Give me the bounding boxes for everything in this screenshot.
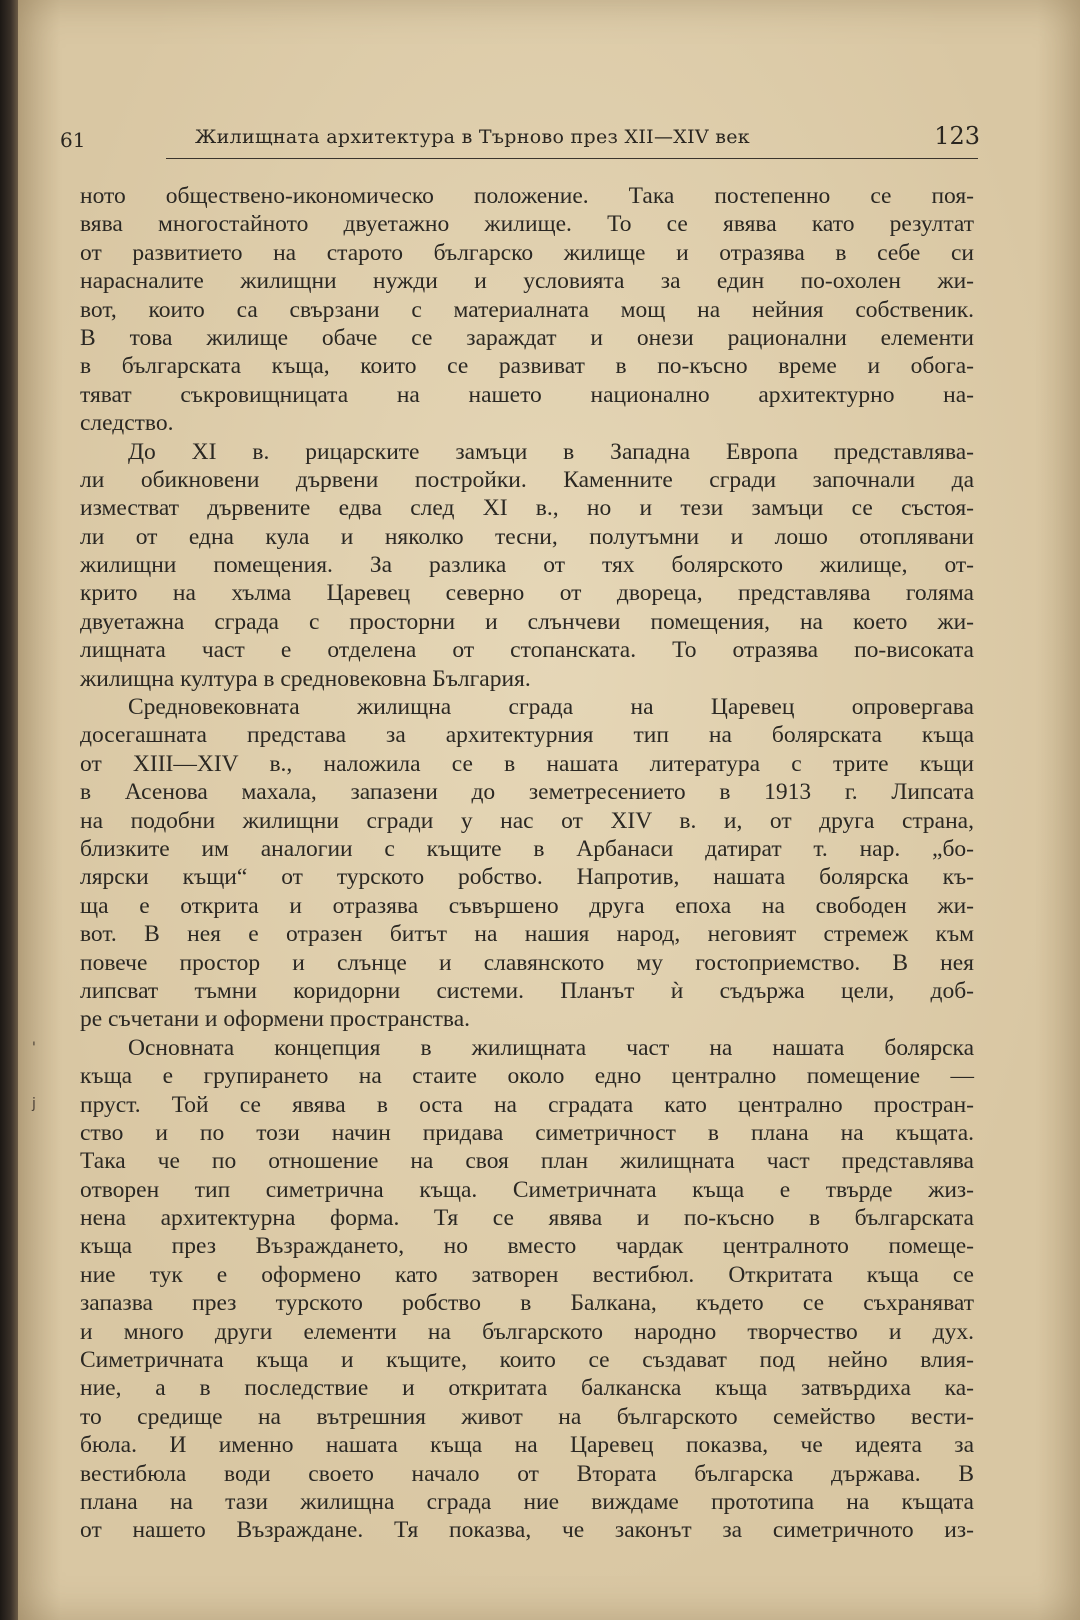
text-line: пруст. Той се явява в оста на сградата като централно простран- (80, 1091, 974, 1118)
text-line: ре съчетани и оформени пространства. (80, 1006, 470, 1033)
text-line: Основната концепция в жилищната част на нашата болярска (128, 1034, 974, 1061)
page-number: 123 (934, 122, 980, 150)
text-line: До XI в. рицарските замъци в Западна Европа представлява- (128, 438, 974, 465)
text-line: ли обикновени дървени постройки. Каменните сгради започнали да (80, 466, 974, 493)
text-line: изместват дървените едва след XI в., но и тези замъци се състоя- (80, 495, 974, 522)
text-line: жилищна култура в средновековна България. (80, 665, 531, 692)
text-line: В това жилище обаче се зараждат и онези рационални елементи (80, 324, 974, 351)
text-line: ство и по този начин придава симетричност в плана на къщата. (80, 1119, 974, 1146)
text-line: двуетажна сграда с просторни и слънчеви помещения, на което жи- (80, 608, 974, 635)
text-line: Средновековната жилищна сграда на Царевец опровергава (128, 694, 974, 721)
text-line: липсват тъмни коридорни системи. Планът ѝ съдържа цели, доб- (80, 977, 974, 1004)
text-line: от нашето Възраждане. Тя показва, че законът за симетричното из- (80, 1517, 974, 1544)
text-line: жилищни помещения. За разлика от тях болярското жилище, от- (80, 552, 974, 579)
text-line: запазва през турското робство в Балкана, където се съхраняват (80, 1290, 974, 1317)
text-line: на подобни жилищни сгради у нас от XIV в. и, от друга страна, (80, 807, 974, 834)
text-line: Така че по отношение на своя план жилищната част представлява (80, 1148, 974, 1175)
text-line: в българската къща, които се развиват в по-късно време и обога- (80, 353, 974, 380)
text-line: Симетричната къща и къщите, които се създават под нейно влия- (80, 1347, 974, 1374)
text-line: къща през Възраждането, но вместо чардак централното помеще- (80, 1233, 974, 1260)
margin-mark: j (32, 1096, 36, 1112)
text-line: то средище на вътрешния живот на българското семейство вести- (80, 1403, 974, 1430)
text-line: вестибюла води своето начало от Втората българска държава. В (80, 1460, 974, 1487)
text-line: ние, а в последствие и откритата балканска къща затвърдиха ка- (80, 1375, 974, 1402)
text-line: вот, които са свързани с материалната мощ на нейния собственик. (80, 296, 974, 323)
text-line: повече простор и слънце и славянското му гостоприемство. В нея (80, 949, 974, 976)
text-line: и много други елементи на българското народно творчество и дух. (80, 1318, 974, 1345)
text-line: бюла. И именно нашата къща на Царевец показва, че идеята за (80, 1432, 974, 1459)
text-line: досегашната представа за архитектурния тип на болярската къща (80, 722, 974, 749)
text-line: от развитието на старото българско жилище и отразява в себе си (80, 239, 974, 266)
text-line: нарасналите жилищни нужди и условията за един по-охолен жи- (80, 268, 974, 295)
book-page (18, 0, 1080, 1620)
text-line: плана на тази жилищна сграда ние виждаме прототипа на къщата (80, 1488, 974, 1515)
text-line: лищната част е отделена от стопанската. То отразява по-високата (80, 637, 974, 664)
text-line: крито на хълма Царевец северно от двореца, представлява голяма (80, 580, 974, 607)
text-line: нена архитектурна форма. Тя се явява и по-късно в българската (80, 1205, 974, 1232)
folio-number: 61 (60, 128, 86, 152)
book-spine-shadow (0, 0, 18, 1620)
header-rule (166, 158, 978, 159)
text-line: следство. (80, 410, 174, 437)
text-line: вява многостайното двуетажно жилище. То се явява като резултат (80, 211, 974, 238)
text-line: ща е открита и отразява съвършено друга епоха на свободен жи- (80, 892, 974, 919)
text-line: в Асенова махала, запазени до земетресението в 1913 г. Липсата (80, 779, 974, 806)
text-line: от XIII—XIV в., наложила се в нашата литература с трите къщи (80, 750, 974, 777)
text-line: ли от една кула и няколко тесни, полутъмни и лошо отоплявани (80, 523, 974, 550)
body-text (80, 182, 974, 1545)
text-line: вот. В нея е отразен битът на нашия народ, неговият стремеж към (80, 921, 974, 948)
running-title: Жилищната архитектура в Търново през XII—XIV век (195, 126, 750, 148)
text-line: ние тук е оформено като затворен вестибюл. Откритата къща се (80, 1261, 974, 1288)
margin-mark: ' (32, 1040, 36, 1056)
text-line: къща е групирането на стаите около едно централно помещение — (80, 1063, 974, 1090)
page-header (60, 120, 980, 160)
text-line: отворен тип симетрична къща. Симетричната къща е твърде жиз- (80, 1176, 974, 1203)
text-line: близките им аналогии с къщите в Арбанаси датират т. нар. „бо- (80, 835, 974, 862)
text-line: лярски къщи“ от турското робство. Напротив, нашата болярска къ- (80, 864, 974, 891)
text-line: ното обществено-икономическо положение. Така постепенно се поя- (80, 183, 974, 209)
text-line: тяват съкровищницата на нашето национално архитектурно на- (80, 381, 974, 408)
